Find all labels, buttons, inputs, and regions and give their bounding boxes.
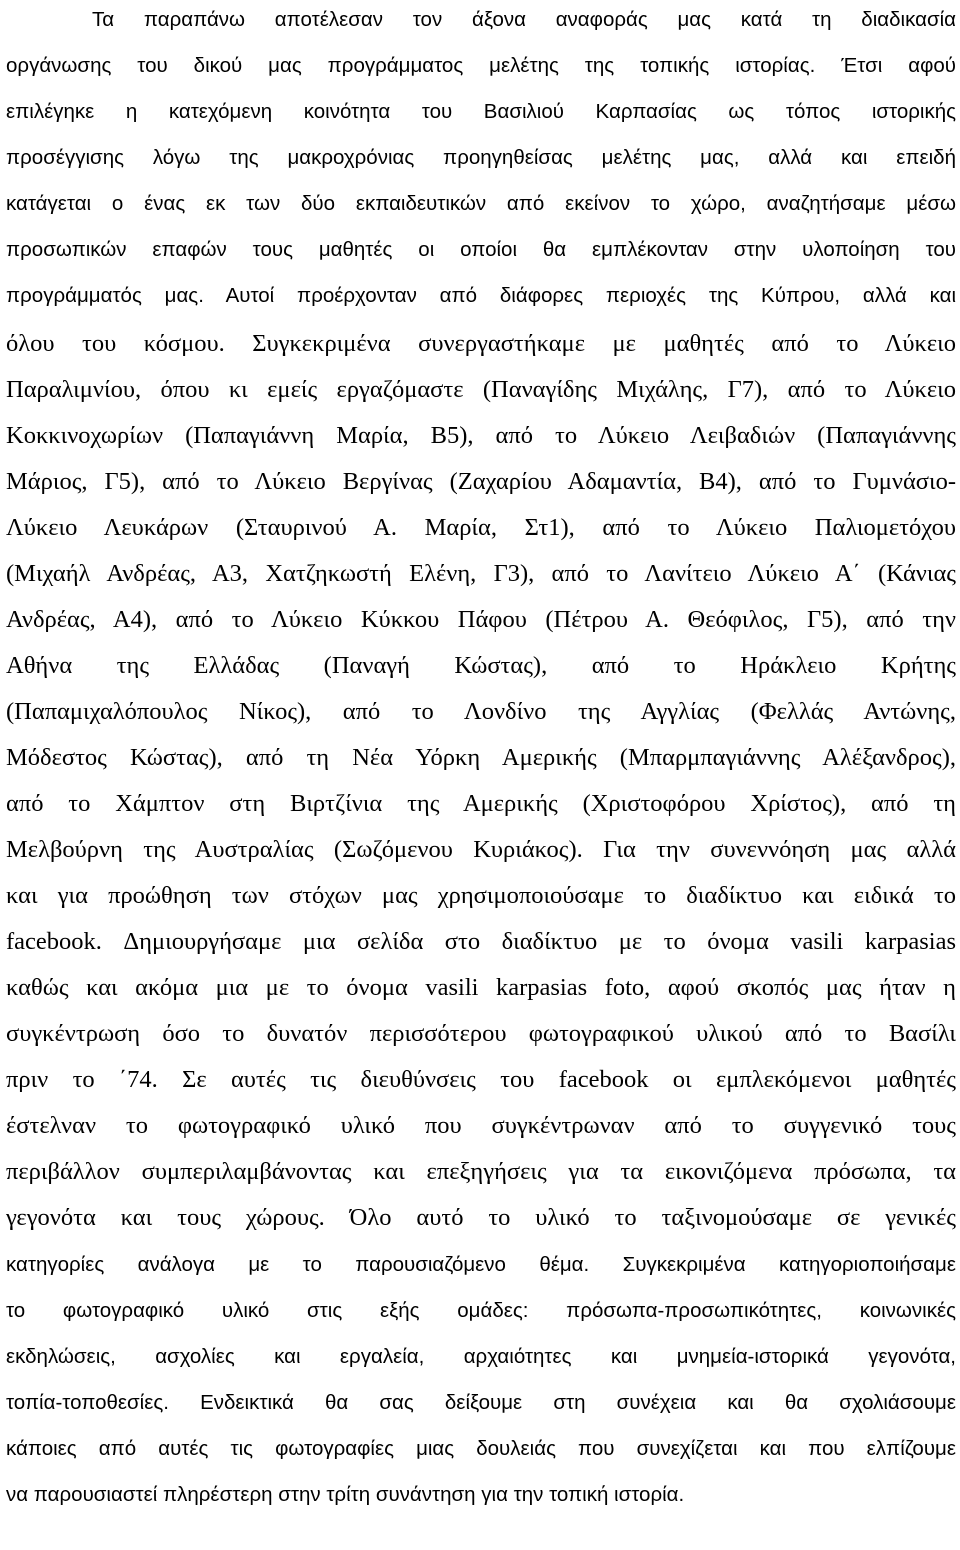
- text-line-6: προσωπικών επαφών τους μαθητές οι οποίοι θα εμπλέκονταν στην υλοποίηση του: [6, 238, 956, 261]
- text-line-10: Κοκκινοχωρίων (Παπαγιάννη Μαρία, Β5), από το Λύκειο Λειβαδιών (Παπαγιάννης: [6, 422, 956, 449]
- text-line-31: τοπία-τοποθεσίες. Ενδεικτικά θα σας δείξουμε στη συνέχεια και θα σχολιάσουμε: [6, 1391, 956, 1414]
- text-line-33: να παρουσιαστεί πληρέστερη στην τρίτη συνάντηση για την τοπική ιστορία.: [6, 1483, 685, 1506]
- text-line-15: Αθήνα της Ελλάδας (Παναγή Κώστας), από το Ηράκλειο Κρήτης: [6, 652, 956, 679]
- text-line-14: Ανδρέας, Α4), από το Λύκειο Κύκκου Πάφου (Πέτρου Α. Θεόφιλος, Γ5), από την: [6, 606, 956, 633]
- text-line-30: εκδηλώσεις, ασχολίες και εργαλεία, αρχαιότητες και μνημεία-ιστορικά γεγονότα,: [6, 1345, 956, 1368]
- text-line-32: κάποιες από αυτές τις φωτογραφίες μιας δουλειάς που συνεχίζεται και που ελπίζουμε: [6, 1437, 956, 1460]
- text-line-1: Τα παραπάνω αποτέλεσαν τον άξονα αναφοράς μας κατά τη διαδικασία: [92, 8, 956, 31]
- text-line-18: από το Χάμπτον στη Βιρτζίνια της Αμερικής (Χριστοφόρου Χρίστος), από τη: [6, 790, 956, 817]
- text-line-29: το φωτογραφικό υλικό στις εξής ομάδες: πρόσωπα-προσωπικότητες, κοινωνικές: [6, 1299, 956, 1322]
- text-line-11: Μάριος, Γ5), από το Λύκειο Βεργίνας (Ζαχαρίου Αδαμαντία, Β4), από το Γυμνάσιο-: [6, 468, 956, 495]
- text-line-20: και για προώθηση των στόχων μας χρησιμοποιούσαμε το διαδίκτυο και ειδικά το: [6, 882, 956, 909]
- text-line-4: προσέγγισης λόγω της μακροχρόνιας προηγηθείσας μελέτης μας, αλλά και επειδή: [6, 146, 956, 169]
- text-line-12: Λύκειο Λευκάρων (Σταυρινού Α. Μαρία, Στ1), από το Λύκειο Παλιομετόχου: [6, 514, 956, 541]
- text-line-25: έστελναν το φωτογραφικό υλικό που συγκέντρωναν από το συγγενικό τους: [6, 1112, 956, 1139]
- text-line-5: κατάγεται ο ένας εκ των δύο εκπαιδευτικών από εκείνον το χώρο, αναζητήσαμε μέσω: [6, 192, 956, 215]
- text-line-19: Μελβούρνη της Αυστραλίας (Σωζόμενου Κυριάκος). Για την συνεννόηση μας αλλά: [6, 836, 956, 863]
- text-line-26: περιβάλλον συμπεριλαμβάνοντας και επεξηγήσεις για τα εικονιζόμενα πρόσωπα, τα: [6, 1158, 956, 1185]
- text-line-7: προγράμματός μας. Αυτοί προέρχονταν από διάφορες περιοχές της Κύπρου, αλλά και: [6, 284, 956, 307]
- text-line-8: όλου του κόσμου. Συγκεκριμένα συνεργαστήκαμε με μαθητές από το Λύκειο: [6, 330, 956, 357]
- text-line-3: επιλέγηκε η κατεχόμενη κοινότητα του Βασιλιού Καρπασίας ως τόπος ιστορικής: [6, 100, 956, 123]
- text-line-16: (Παπαμιχαλόπουλος Νίκος), από το Λονδίνο της Αγγλίας (Φελλάς Αντώνης,: [6, 698, 956, 725]
- text-line-28: κατηγορίες ανάλογα με το παρουσιαζόμενο θέμα. Συγκεκριμένα κατηγοριοποιήσαμε: [6, 1253, 956, 1276]
- text-line-22: καθώς και ακόμα μια με το όνομα vasili karpasias foto, αφού σκοπός μας ήταν η: [6, 974, 956, 1001]
- text-line-13: (Μιχαήλ Ανδρέας, Α3, Χατζηκωστή Ελένη, Γ3), από το Λανίτειο Λύκειο Α΄ (Κάνιας: [6, 560, 956, 587]
- text-line-2: οργάνωσης του δικού μας προγράμματος μελέτης της τοπικής ιστορίας. Έτσι αφού: [6, 54, 956, 77]
- text-line-24: πριν το ΄74. Σε αυτές τις διευθύνσεις του facebook οι εμπλεκόμενοι μαθητές: [6, 1066, 956, 1093]
- text-line-17: Μόδεστος Κώστας), από τη Νέα Υόρκη Αμερικής (Μπαρμπαγιάννης Αλέξανδρος),: [6, 744, 956, 771]
- text-line-21: facebook. Δημιουργήσαμε μια σελίδα στο διαδίκτυο με το όνομα vasili karpasias: [6, 928, 956, 955]
- text-line-9: Παραλιμνίου, όπου κι εμείς εργαζόμαστε (Παναγίδης Μιχάλης, Γ7), από το Λύκειο: [6, 376, 956, 403]
- text-line-27: γεγονότα και τους χώρους. Όλο αυτό το υλικό το ταξινομούσαμε σε γενικές: [6, 1204, 956, 1231]
- text-line-23: συγκέντρωση όσο το δυνατόν περισσότερου φωτογραφικού υλικού από το Βασίλι: [6, 1020, 956, 1047]
